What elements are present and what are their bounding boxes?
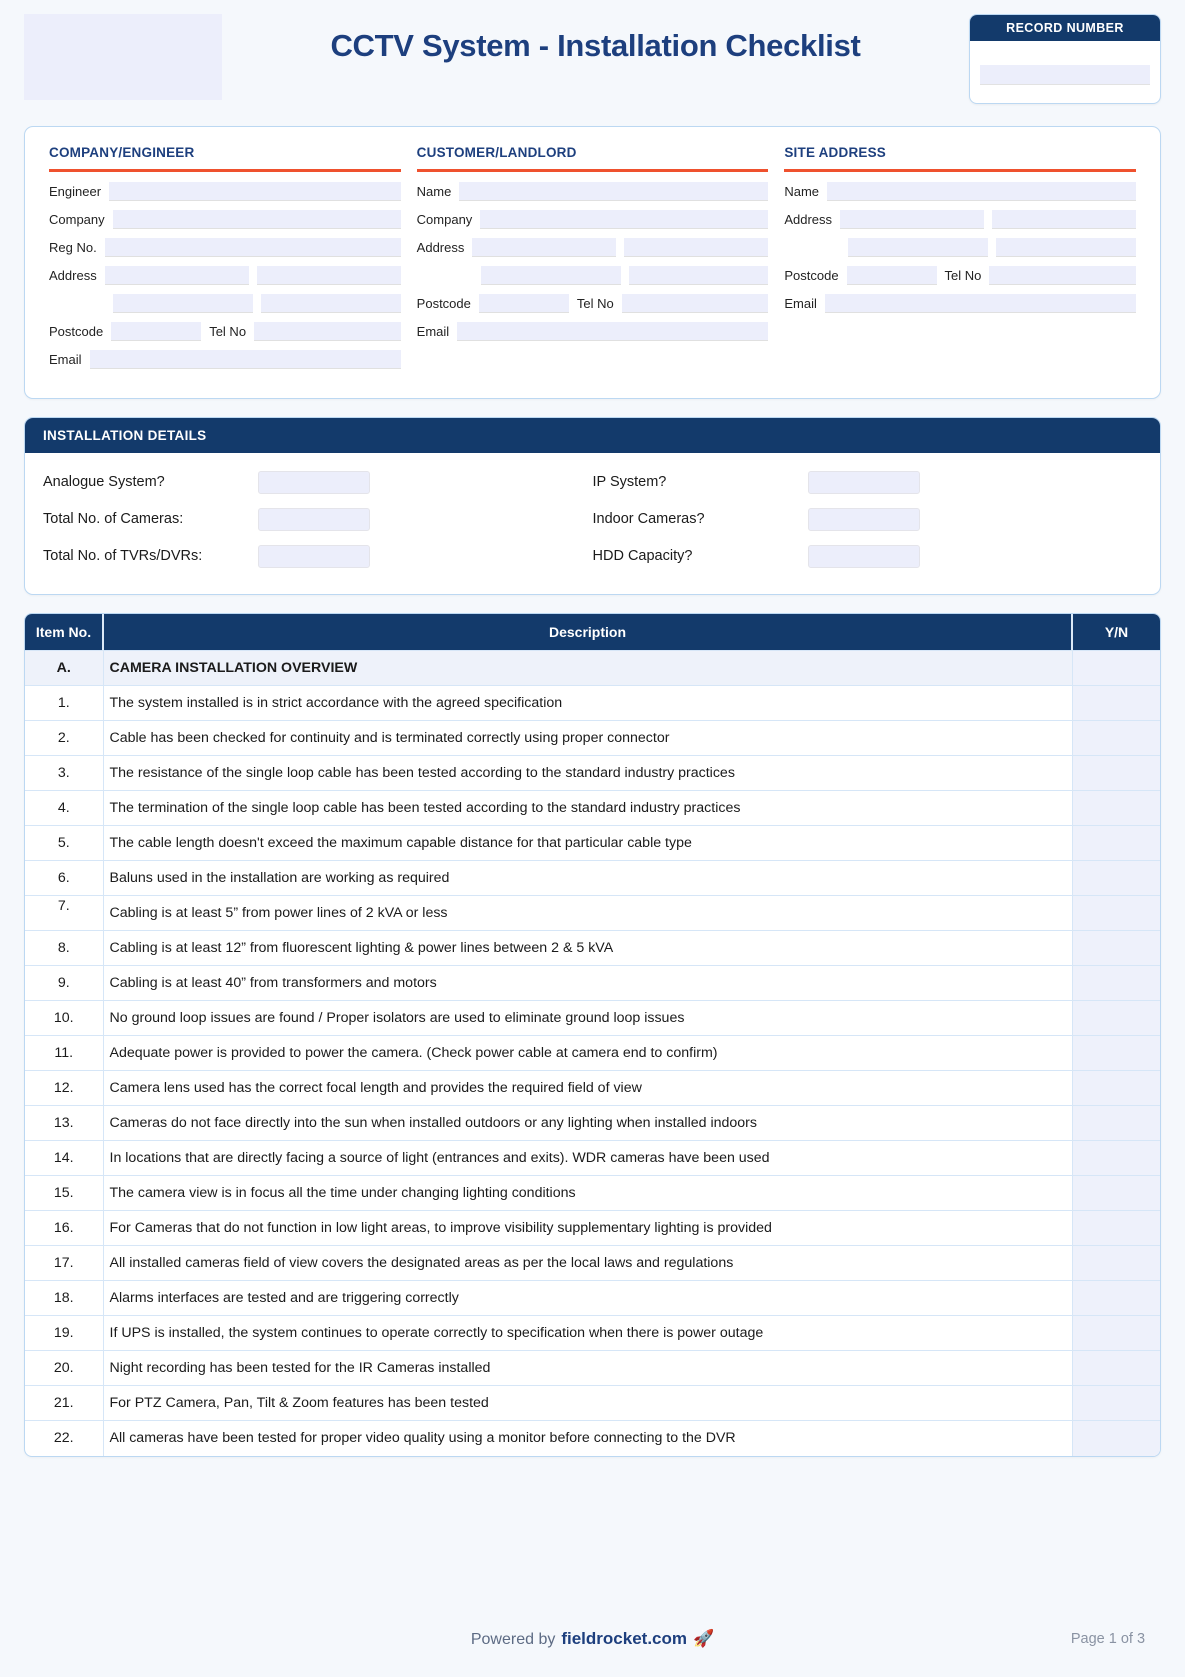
checklist-table-head bbox=[25, 614, 1160, 651]
field-row-reg-no bbox=[49, 238, 401, 257]
company-engineer-heading: COMPANY/ENGINEER bbox=[49, 145, 195, 160]
table-section-row bbox=[25, 651, 1160, 686]
page-title: CCTV System - Installation Checklist bbox=[330, 28, 861, 63]
label-site-address: Address bbox=[784, 212, 833, 227]
table-row bbox=[25, 826, 1160, 861]
input-site-postcode[interactable] bbox=[847, 266, 937, 285]
checklist-table-body bbox=[25, 651, 1160, 1456]
table-row bbox=[25, 1246, 1160, 1281]
checklist-table-container bbox=[24, 613, 1161, 1457]
row-yn-input[interactable] bbox=[1072, 1141, 1160, 1176]
field-row-postcode-tel bbox=[49, 322, 401, 341]
input-site-address-line1-a[interactable] bbox=[840, 210, 984, 229]
table-row bbox=[25, 1421, 1160, 1456]
row-item-no: 11. bbox=[25, 1036, 103, 1071]
field-row-address-2 bbox=[49, 294, 401, 313]
label-site-email: Email bbox=[784, 296, 817, 311]
row-description: For PTZ Camera, Pan, Tilt & Zoom features has been tested bbox=[103, 1386, 1072, 1421]
row-yn-input[interactable] bbox=[1072, 1351, 1160, 1386]
row-description: Night recording has been tested for the IR Cameras installed bbox=[103, 1351, 1072, 1386]
table-row bbox=[25, 1316, 1160, 1351]
customer-landlord-heading: CUSTOMER/LANDLORD bbox=[416, 145, 577, 160]
label-email: Email bbox=[49, 352, 82, 367]
label-hdd-capacity: HDD Capacity? bbox=[592, 548, 693, 564]
input-analogue-system[interactable] bbox=[258, 471, 370, 494]
label-postcode: Postcode bbox=[49, 324, 104, 339]
input-reg-no[interactable] bbox=[105, 238, 401, 257]
column-header-item-no: Item No. bbox=[25, 614, 103, 651]
label-reg-no: Reg No. bbox=[49, 240, 97, 255]
company-engineer-column bbox=[41, 145, 409, 378]
row-yn-input[interactable] bbox=[1072, 1071, 1160, 1106]
field-row-address-1 bbox=[49, 266, 401, 285]
row-description: CAMERA INSTALLATION OVERVIEW bbox=[103, 651, 1072, 686]
row-description: Baluns used in the installation are working as required bbox=[103, 861, 1072, 896]
install-row-ip-system bbox=[593, 467, 1143, 497]
label-company: Company bbox=[49, 212, 105, 227]
row-yn-input[interactable] bbox=[1072, 1246, 1160, 1281]
label-indoor-cameras: Indoor Cameras? bbox=[592, 511, 705, 527]
row-yn-input[interactable] bbox=[1072, 1316, 1160, 1351]
row-item-no: 4. bbox=[25, 791, 103, 826]
row-item-no: A. bbox=[25, 651, 103, 686]
input-site-email[interactable] bbox=[825, 294, 1136, 313]
input-cust-company[interactable] bbox=[480, 210, 768, 229]
table-row bbox=[25, 861, 1160, 896]
table-row bbox=[25, 1281, 1160, 1316]
input-engineer[interactable] bbox=[109, 182, 401, 201]
input-site-name[interactable] bbox=[827, 182, 1136, 201]
row-description: All installed cameras field of view covers the designated areas as per the local laws and regulations bbox=[103, 1246, 1072, 1281]
table-row bbox=[25, 1001, 1160, 1036]
input-site-address-line1-b[interactable] bbox=[992, 210, 1136, 229]
row-yn-input[interactable] bbox=[1072, 826, 1160, 861]
row-yn-input[interactable] bbox=[1072, 896, 1160, 931]
table-row bbox=[25, 931, 1160, 966]
row-description: The resistance of the single loop cable has been tested according to the standard industry practices bbox=[103, 756, 1072, 791]
input-total-tvrs-dvrs[interactable] bbox=[258, 545, 370, 568]
row-description: Cable has been checked for continuity and is terminated correctly using proper connector bbox=[103, 721, 1072, 756]
field-row-site-postcode-tel bbox=[784, 266, 1136, 285]
label-address: Address bbox=[49, 268, 97, 283]
column-header-description: Description bbox=[103, 614, 1072, 651]
row-description: The camera view is in focus all the time under changing lighting conditions bbox=[103, 1176, 1072, 1211]
row-item-no: 1. bbox=[25, 686, 103, 721]
checklist-table bbox=[25, 614, 1160, 1456]
table-row bbox=[25, 896, 1160, 931]
field-row-cust-address-2 bbox=[417, 266, 769, 285]
table-row bbox=[25, 966, 1160, 1001]
input-address-line2-a[interactable] bbox=[113, 294, 253, 313]
installation-details-panel bbox=[24, 417, 1161, 595]
row-yn-input[interactable] bbox=[1072, 1106, 1160, 1141]
table-row bbox=[25, 1386, 1160, 1421]
row-item-no: 3. bbox=[25, 756, 103, 791]
section-rule bbox=[784, 169, 1136, 172]
install-row-analogue-system bbox=[43, 467, 593, 497]
label-cust-company: Company bbox=[416, 212, 473, 227]
field-row-site-address-1 bbox=[784, 210, 1136, 229]
record-number-input[interactable] bbox=[980, 65, 1150, 85]
installation-details-heading: INSTALLATION DETAILS bbox=[25, 418, 1160, 453]
label-site-tel-no: Tel No bbox=[944, 268, 982, 283]
input-cust-address-line2-b[interactable] bbox=[629, 266, 769, 285]
row-description: Cabling is at least 12” from fluorescent lighting & power lines between 2 & 5 kVA bbox=[103, 931, 1072, 966]
input-indoor-cameras[interactable] bbox=[808, 508, 920, 531]
row-description: Camera lens used has the correct focal length and provides the required field of view bbox=[103, 1071, 1072, 1106]
row-yn-input[interactable] bbox=[1072, 1001, 1160, 1036]
install-row-hdd-capacity bbox=[593, 541, 1143, 571]
row-item-no: 2. bbox=[25, 721, 103, 756]
field-row-site-name bbox=[784, 182, 1136, 201]
row-description: All cameras have been tested for proper video quality using a monitor before connecting to the DVR bbox=[103, 1421, 1072, 1456]
table-row bbox=[25, 791, 1160, 826]
input-cust-address-line1-a[interactable] bbox=[472, 238, 616, 257]
title-container bbox=[222, 14, 969, 64]
row-yn-input[interactable] bbox=[1072, 791, 1160, 826]
record-number-card bbox=[969, 14, 1161, 104]
table-row bbox=[25, 1036, 1160, 1071]
label-total-cameras: Total No. of Cameras: bbox=[43, 511, 184, 527]
row-item-no: 7. bbox=[25, 896, 103, 931]
field-row-company bbox=[49, 210, 401, 229]
table-header-row bbox=[25, 614, 1160, 651]
install-row-indoor-cameras bbox=[593, 504, 1143, 534]
table-row bbox=[25, 1176, 1160, 1211]
input-company[interactable] bbox=[113, 210, 401, 229]
field-row-cust-name bbox=[417, 182, 769, 201]
input-cust-address-line2-a[interactable] bbox=[481, 266, 621, 285]
table-row bbox=[25, 1211, 1160, 1246]
label-cust-address: Address bbox=[416, 240, 465, 255]
row-yn-input[interactable] bbox=[1072, 1036, 1160, 1071]
input-cust-email[interactable] bbox=[457, 322, 768, 341]
column-header-yn: Y/N bbox=[1072, 614, 1160, 651]
row-yn-input[interactable] bbox=[1072, 721, 1160, 756]
powered-by-prefix: Powered by bbox=[470, 1631, 556, 1648]
row-item-no: 17. bbox=[25, 1246, 103, 1281]
label-tel-no: Tel No bbox=[209, 324, 247, 339]
row-item-no: 6. bbox=[25, 861, 103, 896]
field-row-site-email bbox=[784, 294, 1136, 313]
row-item-no: 8. bbox=[25, 931, 103, 966]
row-item-no: 18. bbox=[25, 1281, 103, 1316]
powered-by bbox=[471, 1629, 714, 1649]
field-row-engineer bbox=[49, 182, 401, 201]
input-address-line2-b[interactable] bbox=[261, 294, 401, 313]
party-details-panel bbox=[24, 126, 1161, 399]
row-item-no: 21. bbox=[25, 1386, 103, 1421]
label-total-tvrs-dvrs: Total No. of TVRs/DVRs: bbox=[43, 548, 203, 564]
installation-details-body bbox=[25, 453, 1160, 594]
row-description: If UPS is installed, the system continues to operate correctly to specification when there is power outage bbox=[103, 1316, 1072, 1351]
field-row-cust-company bbox=[417, 210, 769, 229]
input-address-line1-b[interactable] bbox=[257, 266, 401, 285]
row-description: In locations that are directly facing a source of light (entrances and exits). WDR cameras have been used bbox=[103, 1141, 1072, 1176]
row-description: Cabling is at least 5” from power lines of 2 kVA or less bbox=[103, 896, 1072, 931]
customer-landlord-column bbox=[409, 145, 777, 378]
field-row-cust-email bbox=[417, 322, 769, 341]
table-row bbox=[25, 686, 1160, 721]
row-yn-input[interactable] bbox=[1072, 1281, 1160, 1316]
input-site-address-line2-a[interactable] bbox=[848, 238, 988, 257]
field-row-email bbox=[49, 350, 401, 369]
row-item-no: 20. bbox=[25, 1351, 103, 1386]
field-row-cust-address-1 bbox=[417, 238, 769, 257]
row-description: The termination of the single loop cable has been tested according to the standard industry practices bbox=[103, 791, 1072, 826]
install-row-total-cameras bbox=[43, 504, 593, 534]
company-logo-placeholder bbox=[24, 14, 222, 100]
row-description: The cable length doesn't exceed the maximum capable distance for that particular cable type bbox=[103, 826, 1072, 861]
row-yn-input[interactable] bbox=[1072, 1386, 1160, 1421]
row-description: Cabling is at least 40” from transformers and motors bbox=[103, 966, 1072, 1001]
row-item-no: 14. bbox=[25, 1141, 103, 1176]
label-cust-postcode: Postcode bbox=[416, 296, 471, 311]
row-item-no: 19. bbox=[25, 1316, 103, 1351]
page-footer bbox=[0, 1629, 1185, 1649]
row-description: Cameras do not face directly into the sun when installed outdoors or any lighting when installed indoors bbox=[103, 1106, 1072, 1141]
input-postcode[interactable] bbox=[111, 322, 201, 341]
page-header bbox=[0, 0, 1185, 124]
row-yn-input[interactable] bbox=[1072, 651, 1160, 686]
section-rule bbox=[49, 169, 401, 172]
install-row-total-tvrs-dvrs bbox=[43, 541, 593, 571]
input-ip-system[interactable] bbox=[808, 471, 920, 494]
table-row bbox=[25, 1071, 1160, 1106]
table-row bbox=[25, 1351, 1160, 1386]
row-item-no: 9. bbox=[25, 966, 103, 1001]
row-description: No ground loop issues are found / Proper isolators are used to eliminate ground loop issues bbox=[103, 1001, 1072, 1036]
row-item-no: 10. bbox=[25, 1001, 103, 1036]
label-cust-name: Name bbox=[416, 184, 452, 199]
input-cust-name[interactable] bbox=[459, 182, 768, 201]
table-row bbox=[25, 1106, 1160, 1141]
label-cust-email: Email bbox=[416, 324, 450, 339]
input-site-address-line2-b[interactable] bbox=[996, 238, 1136, 257]
brand-name[interactable]: fieldrocket.com bbox=[561, 1629, 687, 1648]
input-cust-postcode[interactable] bbox=[479, 294, 569, 313]
field-row-cust-postcode-tel bbox=[417, 294, 769, 313]
label-site-name: Name bbox=[784, 184, 820, 199]
row-yn-input[interactable] bbox=[1072, 1211, 1160, 1246]
input-tel-no[interactable] bbox=[254, 322, 401, 341]
row-description: For Cameras that do not function in low light areas, to improve visibility supplementary lighting is provided bbox=[103, 1211, 1072, 1246]
input-hdd-capacity[interactable] bbox=[808, 545, 920, 568]
row-description: Alarms interfaces are tested and are triggering correctly bbox=[103, 1281, 1072, 1316]
row-item-no: 5. bbox=[25, 826, 103, 861]
label-ip-system: IP System? bbox=[592, 474, 667, 490]
label-site-postcode: Postcode bbox=[784, 268, 839, 283]
row-yn-input[interactable] bbox=[1072, 931, 1160, 966]
table-row bbox=[25, 756, 1160, 791]
input-cust-address-line1-b[interactable] bbox=[624, 238, 768, 257]
field-row-site-address-2 bbox=[784, 238, 1136, 257]
input-total-cameras[interactable] bbox=[258, 508, 370, 531]
label-cust-tel-no: Tel No bbox=[576, 296, 614, 311]
rocket-icon: 🚀 bbox=[693, 1629, 715, 1648]
site-address-column bbox=[776, 145, 1144, 378]
row-item-no: 16. bbox=[25, 1211, 103, 1246]
table-row bbox=[25, 1141, 1160, 1176]
row-item-no: 22. bbox=[25, 1421, 103, 1456]
record-number-label: RECORD NUMBER bbox=[970, 15, 1160, 41]
label-analogue-system: Analogue System? bbox=[43, 474, 165, 490]
row-yn-input[interactable] bbox=[1072, 686, 1160, 721]
row-description: The system installed is in strict accordance with the agreed specification bbox=[103, 686, 1072, 721]
row-yn-input[interactable] bbox=[1072, 1421, 1160, 1456]
row-yn-input[interactable] bbox=[1072, 966, 1160, 1001]
row-yn-input[interactable] bbox=[1072, 861, 1160, 896]
site-address-heading: SITE ADDRESS bbox=[784, 145, 887, 160]
row-description: Adequate power is provided to power the camera. (Check power cable at camera end to confirm) bbox=[103, 1036, 1072, 1071]
table-row bbox=[25, 721, 1160, 756]
row-item-no: 13. bbox=[25, 1106, 103, 1141]
row-yn-input[interactable] bbox=[1072, 1176, 1160, 1211]
record-number-body bbox=[970, 41, 1160, 103]
input-site-tel-no[interactable] bbox=[989, 266, 1136, 285]
row-item-no: 12. bbox=[25, 1071, 103, 1106]
page-number: Page 1 of 3 bbox=[1070, 1631, 1146, 1647]
row-item-no: 15. bbox=[25, 1176, 103, 1211]
input-address-line1-a[interactable] bbox=[105, 266, 249, 285]
label-engineer: Engineer bbox=[49, 184, 102, 199]
input-cust-tel-no[interactable] bbox=[622, 294, 769, 313]
input-email[interactable] bbox=[90, 350, 401, 369]
section-rule bbox=[417, 169, 769, 172]
row-yn-input[interactable] bbox=[1072, 756, 1160, 791]
